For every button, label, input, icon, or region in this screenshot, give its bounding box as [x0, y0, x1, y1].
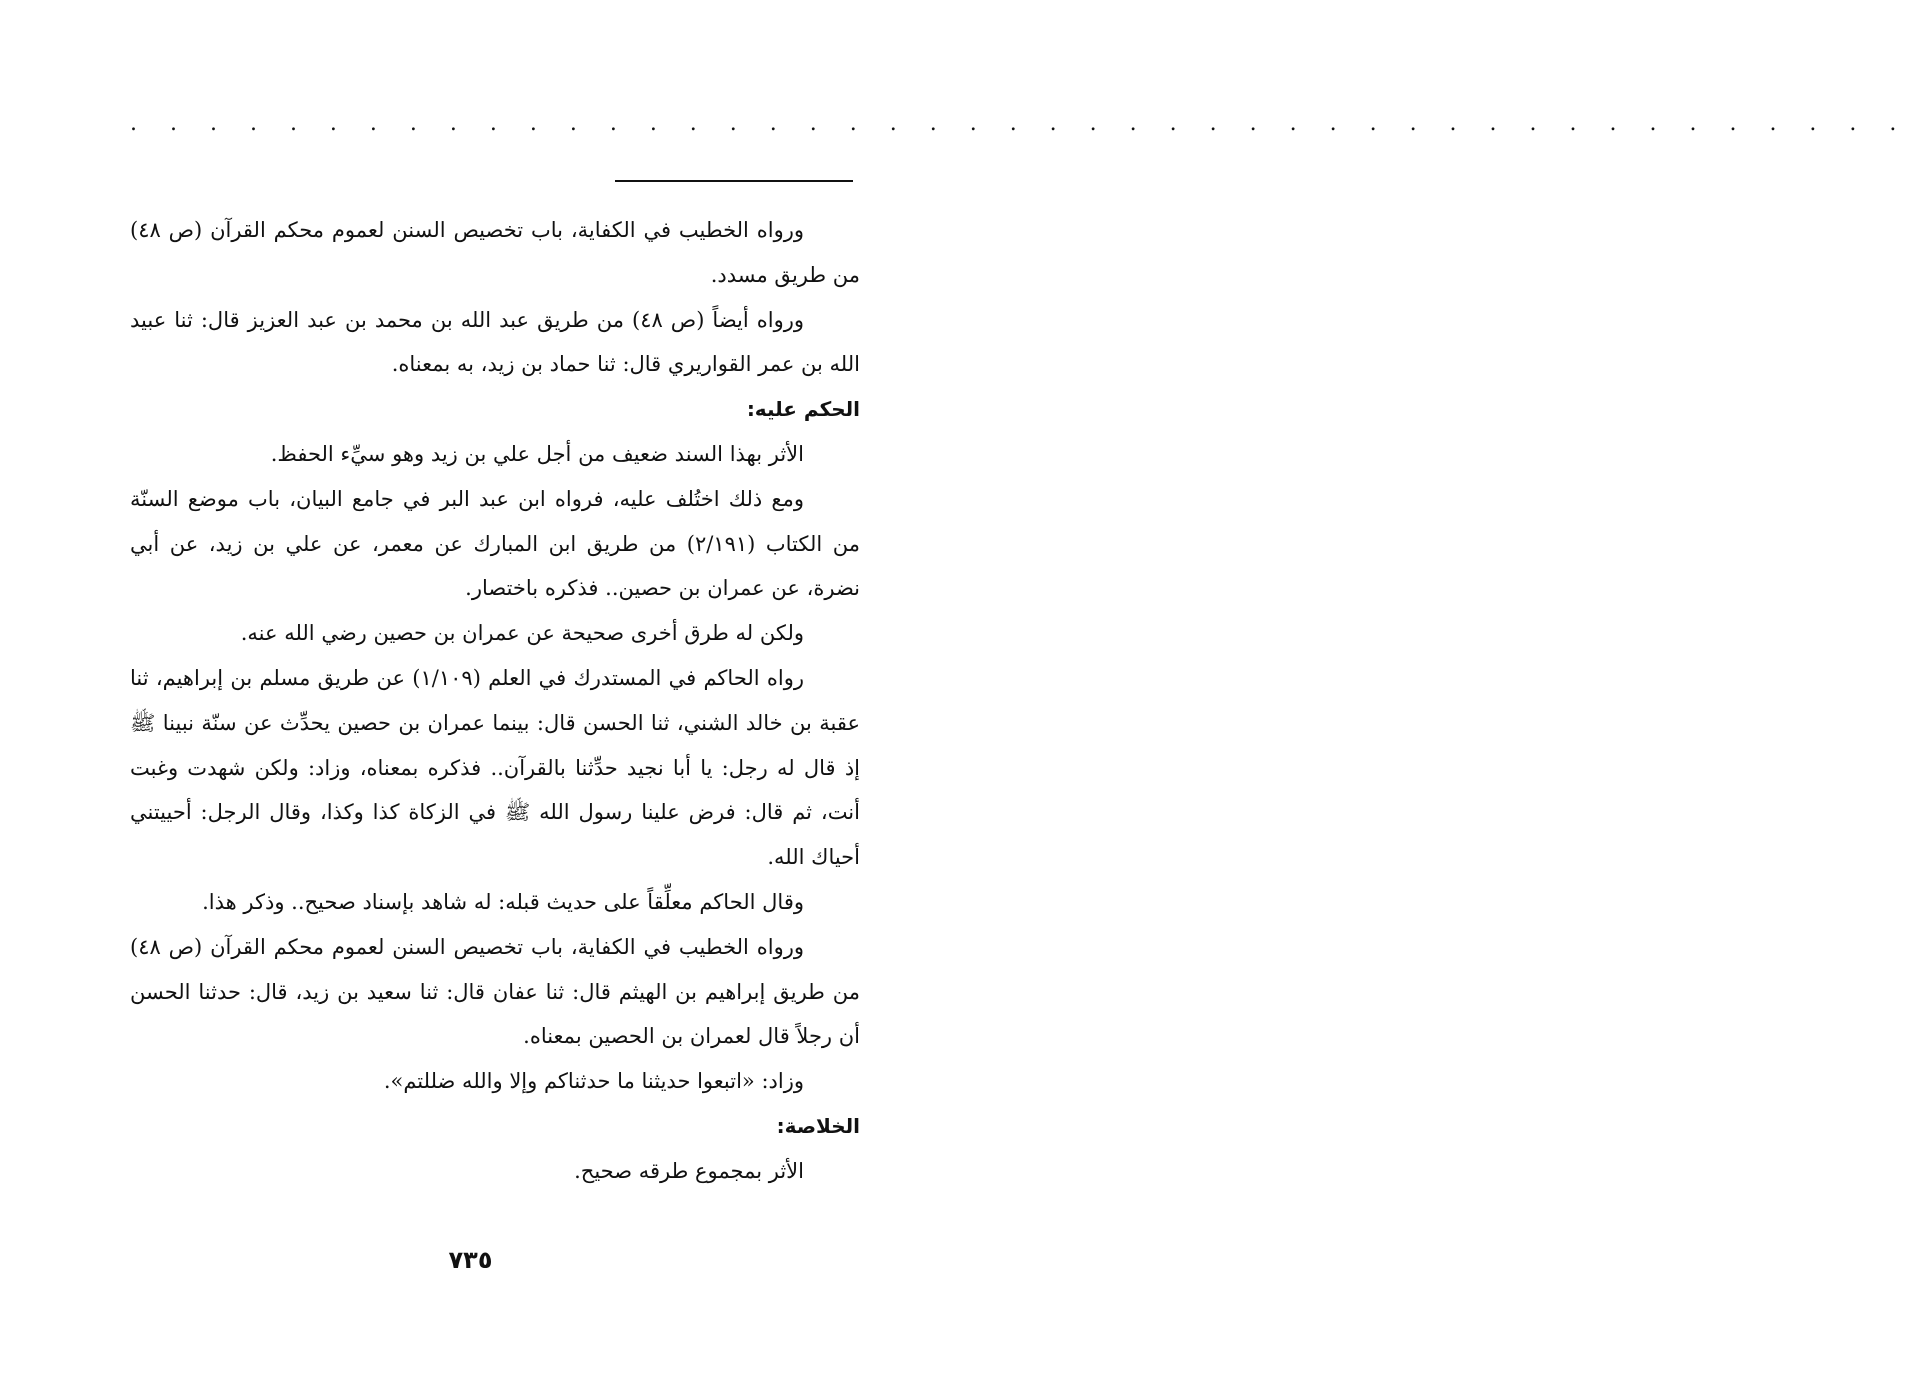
dotted-separator: . . . . . . . . . . . . . . . . . . . . . . . . . . . . . . . . . . . . . . . . . . . . . — [130, 111, 1909, 136]
paragraph-other-routes: ولكن له طرق أخرى صحيحة عن عمران بن حصين رضي الله عنه. — [240, 621, 804, 646]
page-number: ٧٣٥ — [448, 1246, 493, 1274]
paragraph-khatib-musaddad: ورواه الخطيب في الكفاية، باب تخصيص السنن لعموم محكم القرآن (ص ٤٨) من طريق مسدد. — [130, 218, 860, 287]
paragraph-weak-chain: الأثر بهذا السند ضعيف من أجل علي بن زيد وهو سيِّء الحفظ. — [270, 441, 804, 466]
paragraph-hakim-comment: وقال الحاكم معلِّقاً على حديث قبله: له شاهد بإسناد صحيح.. وذكر هذا. — [202, 889, 804, 914]
page-body — [130, 208, 860, 1194]
paragraph-khatib-ibrahim: ورواه الخطيب في الكفاية، باب تخصيص السنن لعموم محكم القرآن (ص ٤٨) من طريق إبراهيم بن الهيثم قال: ثنا عفان قال: ثنا سعيد بن زيد، قال: حدثنا الحسن أن رجلاً قال لعمران بن الحصين بمعناه. — [130, 934, 860, 1049]
paragraph-hakim-mustadrak: رواه الحاكم في المستدرك في العلم (١/١٠٩) عن طريق مسلم بن إبراهيم، ثنا عقبة بن خالد الشني، ثنا الحسن قال: بينما عمران بن حصين يحدِّث عن سنّة نبينا ﷺ إذ قال له رجل: يا أبا نجيد حدِّثنا بالقرآن.. فذكره بمعناه، وزاد: ولكن شهدت وغبت أنت، ثم قال: فرض علينا رسول الله ﷺ في الزكاة كذا وكذا، وقال الرجل: أحييتني أحياك الله. — [130, 665, 860, 870]
heading-ruling: الحكم عليه: — [746, 397, 860, 422]
paragraph-addition: وزاد: «اتبعوا حديثنا ما حدثناكم وإلا والله ضللتم». — [383, 1069, 804, 1094]
paragraph-ibn-abd-al-barr: ومع ذلك اختُلف عليه، فرواه ابن عبد البر في جامع البيان، باب موضع السنّة من الكتاب (٢/١٩١) من طريق ابن المبارك عن معمر، عن علي بن زيد، عن أبي نضرة، عن عمران بن حصين.. فذكره باختصار. — [130, 486, 860, 601]
heading-conclusion: الخلاصة: — [776, 1113, 860, 1138]
paragraph-also-abdullah: ورواه أيضاً (ص ٤٨) من طريق عبد الله بن محمد بن عبد العزيز قال: ثنا عبيد الله بن عمر القواريري قال: ثنا حماد بن زيد، به بمعناه. — [130, 307, 860, 377]
footnote-rule — [615, 180, 853, 182]
paragraph-conclusion: الأثر بمجموع طرقه صحيح. — [574, 1158, 804, 1183]
